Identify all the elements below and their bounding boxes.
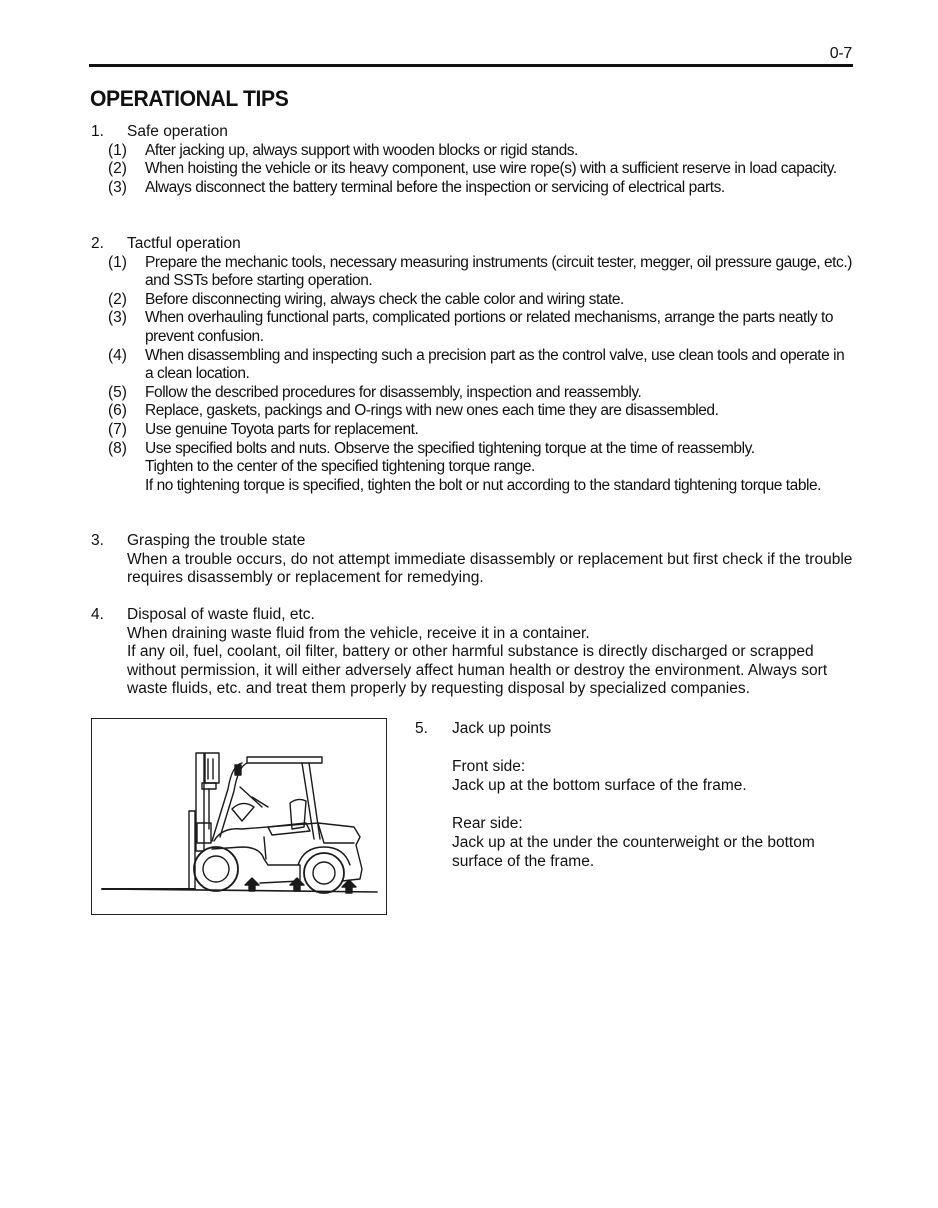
list-item [90,347,854,384]
section-number: 5. [415,720,428,737]
section-safe-operation [90,123,854,197]
rear-side-text: Jack up at the under the counterweight or the bottom surface of the frame. [452,834,815,870]
list-item [90,254,854,291]
section-heading: Disposal of waste fluid, etc. [127,606,315,623]
section-tactful-operation [90,235,854,495]
item-number: (1) [108,253,127,271]
section-number: 2. [91,235,104,252]
list-item [90,291,854,310]
list-item [90,179,854,198]
item-text: When overhauling functional parts, complicated portions or related mechanisms, arrange the parts neatly to prevent confusion. [145,309,834,345]
rear-side-label: Rear side: [452,815,523,832]
item-number: (5) [108,383,127,401]
list-item [90,440,854,496]
section-grasping-trouble-state [90,532,854,588]
item-text: Prepare the mechanic tools, necessary measuring instruments (circuit tester, megger, oil pressure gauge, etc.) and SSTs before starting operation. [145,253,852,290]
list-item [90,309,854,346]
item-text: When disassembling and inspecting such a precision part as the control valve, use clean tools and operate in a clean location. [145,346,845,383]
section-heading: Safe operation [127,123,228,140]
section-paragraph: When draining waste fluid from the vehicle, receive it in a container. [127,624,590,642]
section-number: 1. [91,123,104,140]
item-number: (7) [108,420,127,438]
list-item [90,160,854,179]
section-jack-up-points [415,719,855,871]
list-item [90,421,854,440]
section-heading: Tactful operation [127,235,241,252]
list-item [90,142,854,161]
section-number: 3. [91,532,104,549]
item-number: (3) [108,178,127,196]
item-number: (6) [108,402,127,420]
section-waste-fluid-disposal [90,606,854,699]
item-number: (1) [108,141,127,159]
list-item [90,402,854,421]
front-side-label: Front side: [452,758,526,775]
item-text: When hoisting the vehicle or its heavy component, use wire rope(s) with a sufficient reserve in load capacity. [145,160,837,178]
forklift-jack-points-figure [91,718,387,915]
page-number: 0-7 [829,45,852,62]
item-text: Follow the described procedures for disassembly, inspection and reassembly. [145,383,642,401]
item-number: (3) [108,309,127,327]
item-number: (2) [108,290,127,308]
item-number: (8) [108,439,127,457]
item-number: (4) [108,346,127,364]
item-text: Replace, gaskets, packings and O-rings with new ones each time they are disassembled. [145,402,719,420]
front-side-text: Jack up at the bottom surface of the frame. [452,777,747,794]
item-text: Use specified bolts and nuts. Observe the specified tightening torque at the time of reassembly. [145,439,755,457]
page-title: OPERATIONAL TIPS [90,86,289,111]
section-number: 4. [91,606,104,623]
item-text-line2: Tighten to the center of the specified tightening torque range. [145,458,535,476]
item-text: After jacking up, always support with wooden blocks or rigid stands. [145,141,578,159]
item-text: Before disconnecting wiring, always check the cable color and wiring state. [145,290,624,308]
section-paragraph: If any oil, fuel, coolant, oil filter, battery or other harmful substance is directly discharged or scrapped without permission, it will either adversely affect human health or destroy the environment. Always sort waste fluids, etc. and treat them properly by requesting disposal by specialized companies. [127,643,828,698]
item-number: (2) [108,160,127,178]
section-paragraph: When a trouble occurs, do not attempt immediate disassembly or replacement but first check if the trouble requires disassembly or replacement for remedying. [127,550,853,587]
item-text-line3: If no tightening torque is specified, tighten the bolt or nut according to the standard tightening torque table. [145,476,822,494]
section-heading: Grasping the trouble state [127,532,306,549]
forklift-illustration [92,719,386,914]
list-item [90,384,854,403]
section-heading: Jack up points [452,720,552,737]
header-rule [89,64,853,67]
item-text: Use genuine Toyota parts for replacement. [145,420,419,438]
item-text: Always disconnect the battery terminal before the inspection or servicing of electrical parts. [145,178,725,196]
